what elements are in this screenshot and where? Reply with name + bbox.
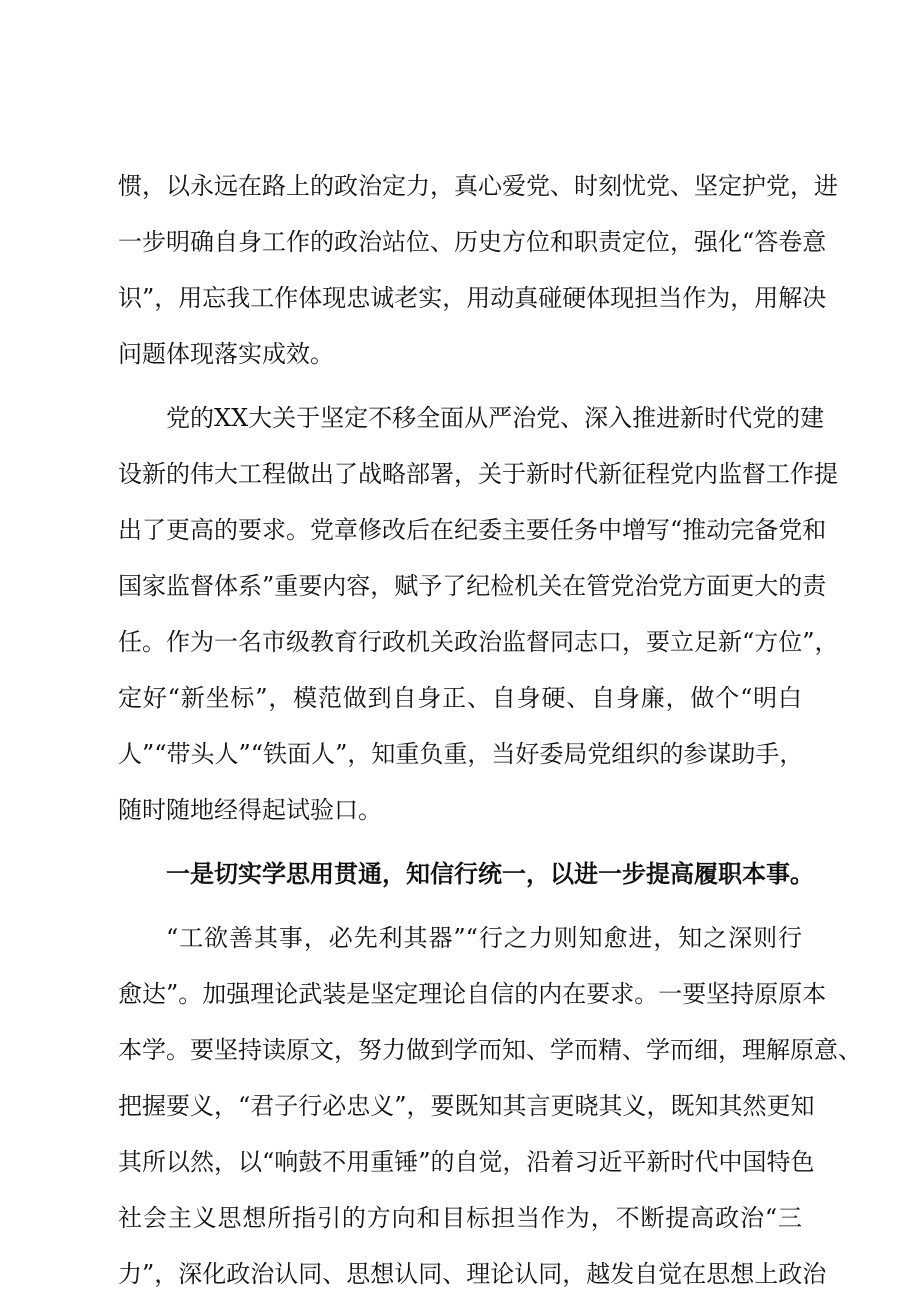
- text-line: 把握要义，“君子行必忠义”，要既知其言更晓其义，既知其然更知: [118, 1092, 815, 1120]
- text-line: 其所以然，以“响鼓不用重锤”的自觉，沿着习近平新时代中国特色: [118, 1148, 815, 1176]
- text-line: 社会主义思想所指引的方向和目标担当作为，不断提高政治“三: [118, 1204, 802, 1232]
- text-line: 国家监督体系”重要内容，赋予了纪检机关在管党治党方面更大的责: [118, 572, 827, 600]
- paragraph-2-line-1: [0, 390, 920, 446]
- paragraph-3-line-3: [0, 1022, 920, 1078]
- paragraph-1-line-2: [0, 214, 920, 270]
- section-heading: [0, 846, 920, 902]
- paragraph-2-line-3: [0, 502, 920, 558]
- text-line: 出了更高的要求。党章修改后在纪委主要任务中增写“推动完备党和: [118, 516, 827, 544]
- text-line: 任。作为一名市级教育行政机关政治监督同志口，要立足新“方位”，: [118, 628, 839, 656]
- text-line: “工欲善其事，必先利其器”“行之力则知愈进，知之深则行: [166, 924, 802, 952]
- paragraph-3-line-1: [0, 910, 920, 966]
- paragraph-2-line-7: [0, 726, 920, 782]
- paragraph-3-line-2: [0, 966, 920, 1022]
- heading-text: 一是切实学思用贯通，知信行统一，以进一步提高履职本事。: [166, 860, 814, 888]
- text-line: 随时随地经得起试验口。: [118, 796, 382, 824]
- text-line: 本学。要坚持读原文，努力做到学而知、学而精、学而细，理解原意、: [118, 1036, 862, 1064]
- paragraph-3-line-5: [0, 1134, 920, 1190]
- paragraph-1-line-1: [0, 158, 920, 214]
- text-line: 力”，深化政治认同、思想认同、理论认同，越发自觉在思想上政治: [118, 1260, 827, 1288]
- paragraph-1-line-4: [0, 326, 920, 382]
- text-line: 定好“新坐标”，模范做到自身正、自身硬、自身廉，做个“明白: [118, 684, 802, 712]
- paragraph-2-line-2: [0, 446, 920, 502]
- text-line: 党的XX大关于坚定不移全面从严治党、深入推进新时代党的建: [166, 404, 825, 432]
- text-line: 愈达”。加强理论武装是坚定理论自信的内在要求。一要坚持原原本: [118, 980, 827, 1008]
- text-line: 人”“带头人”“铁面人”，知重负重，当好委局党组织的参谋助手，: [118, 740, 804, 768]
- paragraph-3-line-4: [0, 1078, 920, 1134]
- text-line: 问题体现落实成效。: [118, 340, 334, 368]
- paragraph-1-line-3: [0, 270, 920, 326]
- text-line: 识”，用忘我工作体现忠诚老实，用动真碰硬体现担当作为，用解决: [118, 284, 827, 312]
- text-line: 一步明确自身工作的政治站位、历史方位和职责定位，强化“答卷意: [118, 228, 827, 256]
- paragraph-2-line-8: [0, 782, 920, 838]
- text-line: 惯，以永远在路上的政治定力，真心爱党、时刻忧党、坚定护党，进: [118, 172, 838, 200]
- paragraph-2-line-4: [0, 558, 920, 614]
- paragraph-3-line-6: [0, 1190, 920, 1246]
- paragraph-2-line-5: [0, 614, 920, 670]
- paragraph-2-line-6: [0, 670, 920, 726]
- paragraph-3-line-7: [0, 1246, 920, 1302]
- text-line: 设新的伟大工程做出了战略部署，关于新时代新征程党内监督工作提: [118, 460, 838, 488]
